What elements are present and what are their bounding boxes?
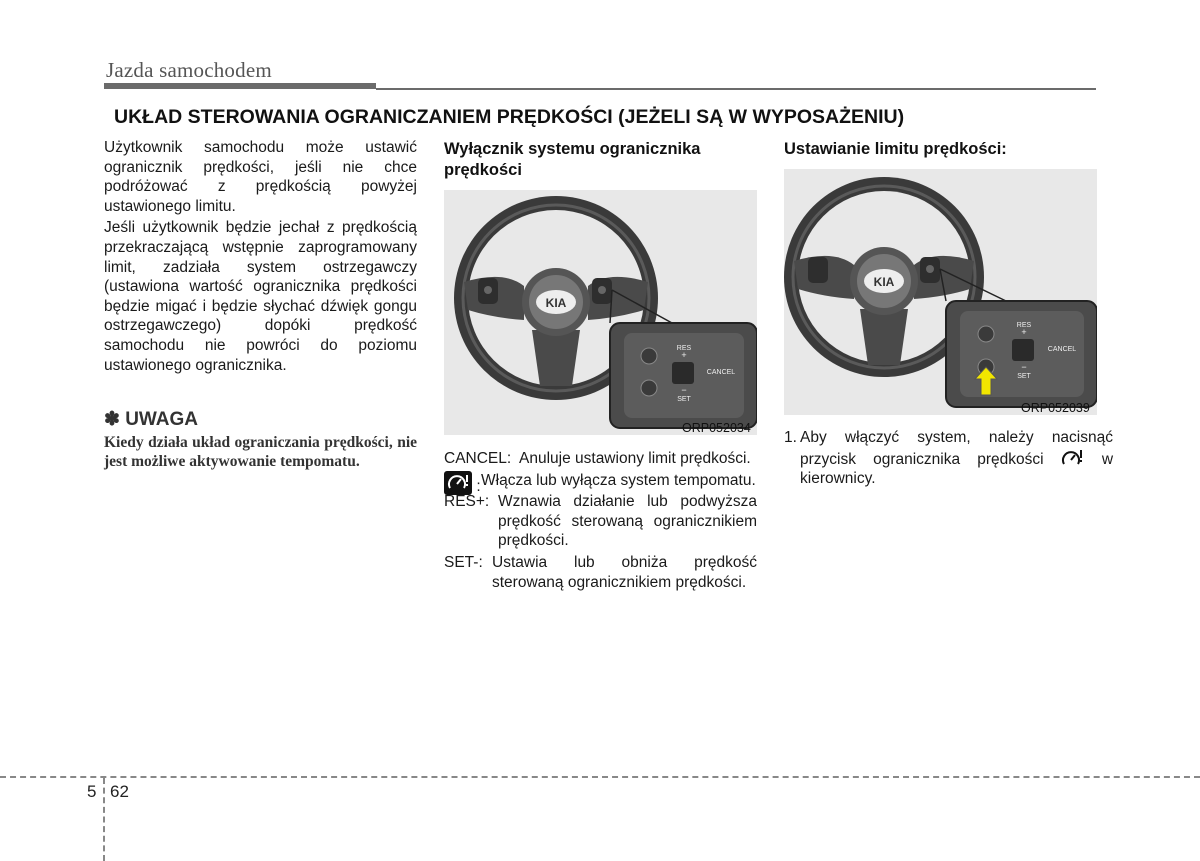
step-text-after: w kierownicy.: [800, 450, 1114, 488]
inset2-set-label: SET: [1017, 373, 1031, 380]
term-limiter-colon: :: [476, 477, 481, 495]
inset2-cancel-label: CANCEL: [1047, 346, 1077, 353]
inset-res-label: RES: [676, 345, 692, 352]
steering-wheel-illustration-2: [784, 169, 1097, 415]
wheel-brand-logo-2: KIA: [873, 275, 895, 289]
definition-set: [444, 553, 757, 592]
step-text-before: Aby włączyć system, należy nacisnąć przycisk ogranicznika prędkości: [800, 429, 1113, 468]
definition-cancel: [444, 449, 757, 469]
desc-res: Wznawia działanie lub podwyższa prędkość sterowaną ogranicznikiem prędkości.: [498, 493, 757, 550]
section-title: UKŁAD STEROWANIA OGRANICZANIEM PRĘDKOŚCI (JEŻELI SĄ W WYPOSAŻENIU): [114, 106, 905, 128]
inset-minus-label: −: [681, 385, 687, 395]
note-title: UWAGA: [125, 409, 199, 430]
intro-paragraph-1: Użytkownik samochodu może ustawić ogranicznik prędkości, jeśli nie chce podróżować z prędkością powyżej ustawionego limitu.: [104, 139, 417, 215]
step-number: 1.: [784, 429, 797, 446]
inset-cancel-label: CANCEL: [706, 369, 736, 376]
header-rule-thick: [104, 83, 376, 89]
steering-wheel-figure-2: [784, 169, 1097, 415]
button-definitions: [444, 449, 757, 592]
desc-cancel: Anuluje ustawiony limit prędkości.: [519, 450, 751, 467]
figure-code-2: ORP052039: [1021, 401, 1090, 415]
intro-text-block: [104, 138, 417, 377]
step-1: [784, 428, 1113, 489]
inset-set-label: SET: [677, 396, 691, 403]
desc-limiter: Włącza lub wyłącza system tempomatu.: [481, 471, 756, 489]
steering-wheel-figure-1: [444, 190, 757, 435]
definition-res: [444, 492, 757, 551]
definition-limiter: [444, 471, 757, 495]
inset-plus-label: +: [681, 350, 687, 360]
note-star-icon: ✽: [104, 409, 120, 430]
inset2-res-label: RES: [1016, 322, 1032, 329]
note-heading: [104, 408, 198, 431]
desc-set: Ustawia lub obniża prędkość sterowaną ogranicznikiem prędkości.: [492, 553, 757, 591]
wheel-brand-logo: KIA: [545, 296, 567, 310]
switch-subtitle: Wyłącznik systemu ogranicznika prędkości: [444, 140, 701, 179]
inset2-plus-label: +: [1021, 327, 1027, 337]
term-set: SET-:: [444, 553, 483, 571]
page-number: 62: [110, 782, 129, 801]
steering-wheel-illustration: [444, 190, 757, 435]
footer-rule: [0, 776, 1200, 778]
speed-limiter-icon: [1061, 448, 1085, 468]
speed-limiter-icon: [444, 471, 472, 495]
term-res: RES+:: [444, 493, 490, 511]
note-text: Kiedy działa układ ograniczania prędkości, nie jest możliwe aktywowanie tempomatu.: [104, 434, 417, 470]
footer-divider: [103, 778, 105, 861]
chapter-number: 5: [87, 782, 97, 801]
inset2-minus-label: −: [1021, 362, 1027, 372]
term-cancel: CANCEL:: [444, 450, 512, 467]
running-head-title: Jazda samochodem: [106, 58, 272, 82]
figure-code-1: ORP052034: [682, 421, 751, 435]
limit-setting-subtitle: Ustawianie limitu prędkości:: [784, 140, 1007, 158]
header-rule-thin: [376, 88, 1096, 90]
intro-paragraph-2: Jeśli użytkownik będzie jechał z prędkością przekraczającą wstępnie zaprogramowany limit, zadziała system ostrzegawczy (ustawiona wartość ogranicznika prędkości będzie migać i będzie słychać dźwięk gongu ostrzegawczego) dopóki prędkość samochodu nie powróci do poziomu ustawionego ogranicznika.: [104, 219, 417, 374]
